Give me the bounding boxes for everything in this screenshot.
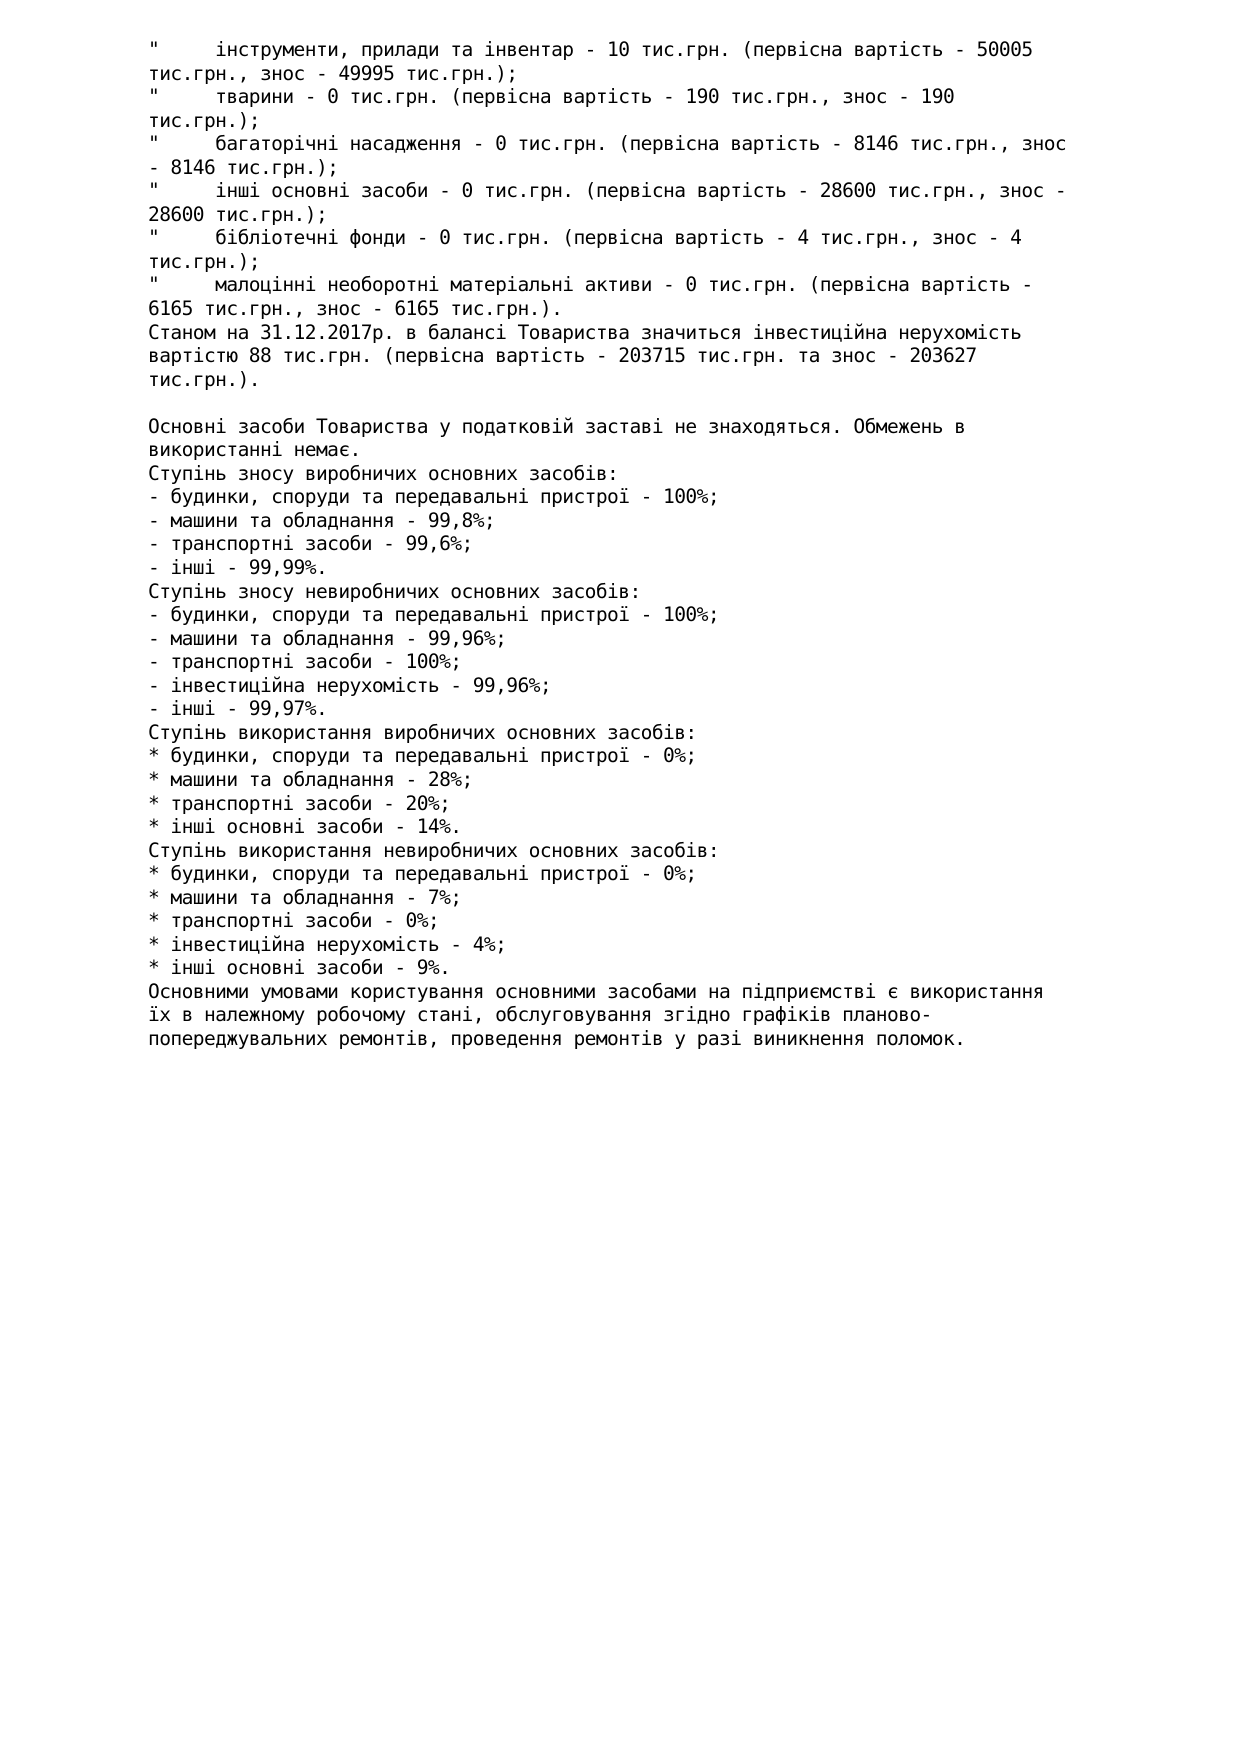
- text-line: - 8146 тис.грн.);: [148, 155, 339, 179]
- list-item: * машини та обладнання - 28%;: [148, 767, 473, 791]
- list-item: - машини та обладнання - 99,96%;: [148, 626, 507, 650]
- text-line: 28600 тис.грн.);: [148, 202, 328, 226]
- list-item: - інші - 99,99%.: [148, 556, 328, 580]
- list-item: * транспортні засоби - 0%;: [148, 909, 440, 933]
- list-item: - інші - 99,97%.: [148, 697, 328, 721]
- text-line: " багаторічні насадження - 0 тис.грн. (первісна вартість - 8146 тис.грн., знос: [148, 132, 1067, 156]
- list-item: - транспортні засоби - 99,6%;: [148, 532, 473, 556]
- list-item: - будинки, споруди та передавальні пристрої - 100%;: [148, 485, 720, 509]
- list-item: * інші основні засоби - 14%.: [148, 815, 462, 839]
- list-item: * інші основні засоби - 9%.: [148, 956, 451, 980]
- blank-line: [148, 391, 1198, 415]
- document-page: [148, 38, 1198, 1051]
- text-line: тис.грн.).: [148, 367, 260, 391]
- text-line: тис.грн.);: [148, 249, 260, 273]
- section-heading: Ступінь зносу невиробничих основних засобів:: [148, 579, 641, 603]
- text-line: вартістю 88 тис.грн. (первісна вартість - 203715 тис.грн. та знос - 203627: [148, 344, 977, 368]
- list-item: * будинки, споруди та передавальні пристрої - 0%;: [148, 862, 697, 886]
- list-item: - транспортні засоби - 100%;: [148, 650, 462, 674]
- section-heading: Ступінь зносу виробничих основних засобів:: [148, 461, 619, 485]
- text-line: 6165 тис.грн., знос - 6165 тис.грн.).: [148, 297, 563, 321]
- text-line: " інструменти, прилади та інвентар - 10 тис.грн. (первісна вартість - 50005: [148, 38, 1033, 61]
- text-line: " тварини - 0 тис.грн. (первісна вартість - 190 тис.грн., знос - 190: [148, 85, 955, 109]
- text-line: тис.грн., знос - 49995 тис.грн.);: [148, 61, 518, 85]
- text-line: " бібліотечні фонди - 0 тис.грн. (первісна вартість - 4 тис.грн., знос - 4: [148, 226, 1022, 250]
- text-line: Основними умовами користування основними засобами на підприємстві є використання: [148, 979, 1044, 1003]
- text-line: Основні засоби Товариства у податковій заставі не знаходяться. Обмежень в: [148, 414, 966, 438]
- list-item: * будинки, споруди та передавальні пристрої - 0%;: [148, 744, 697, 768]
- text-line: тис.грн.);: [148, 108, 260, 132]
- list-item: * інвестиційна нерухомість - 4%;: [148, 932, 507, 956]
- text-line: попереджувальних ремонтів, проведення ремонтів у разі виникнення поломок.: [148, 1026, 966, 1050]
- text-line: їх в належному робочому стані, обслуговування згідно графіків планово-: [148, 1003, 932, 1027]
- section-heading: Ступінь використання невиробничих основних засобів:: [148, 838, 720, 862]
- text-line: Станом на 31.12.2017р. в балансі Товариства значиться інвестиційна нерухомість: [148, 320, 1022, 344]
- list-item: - машини та обладнання - 99,8%;: [148, 508, 496, 532]
- text-line: " інші основні засоби - 0 тис.грн. (первісна вартість - 28600 тис.грн., знос -: [148, 179, 1067, 203]
- section-heading: Ступінь використання виробничих основних засобів:: [148, 720, 697, 744]
- list-item: * машини та обладнання - 7%;: [148, 885, 462, 909]
- text-line: " малоцінні необоротні матеріальні активи - 0 тис.грн. (первісна вартість -: [148, 273, 1033, 297]
- text-line: використанні немає.: [148, 438, 361, 462]
- list-item: * транспортні засоби - 20%;: [148, 791, 451, 815]
- list-item: - будинки, споруди та передавальні пристрої - 100%;: [148, 603, 720, 627]
- list-item: - інвестиційна нерухомість - 99,96%;: [148, 673, 552, 697]
